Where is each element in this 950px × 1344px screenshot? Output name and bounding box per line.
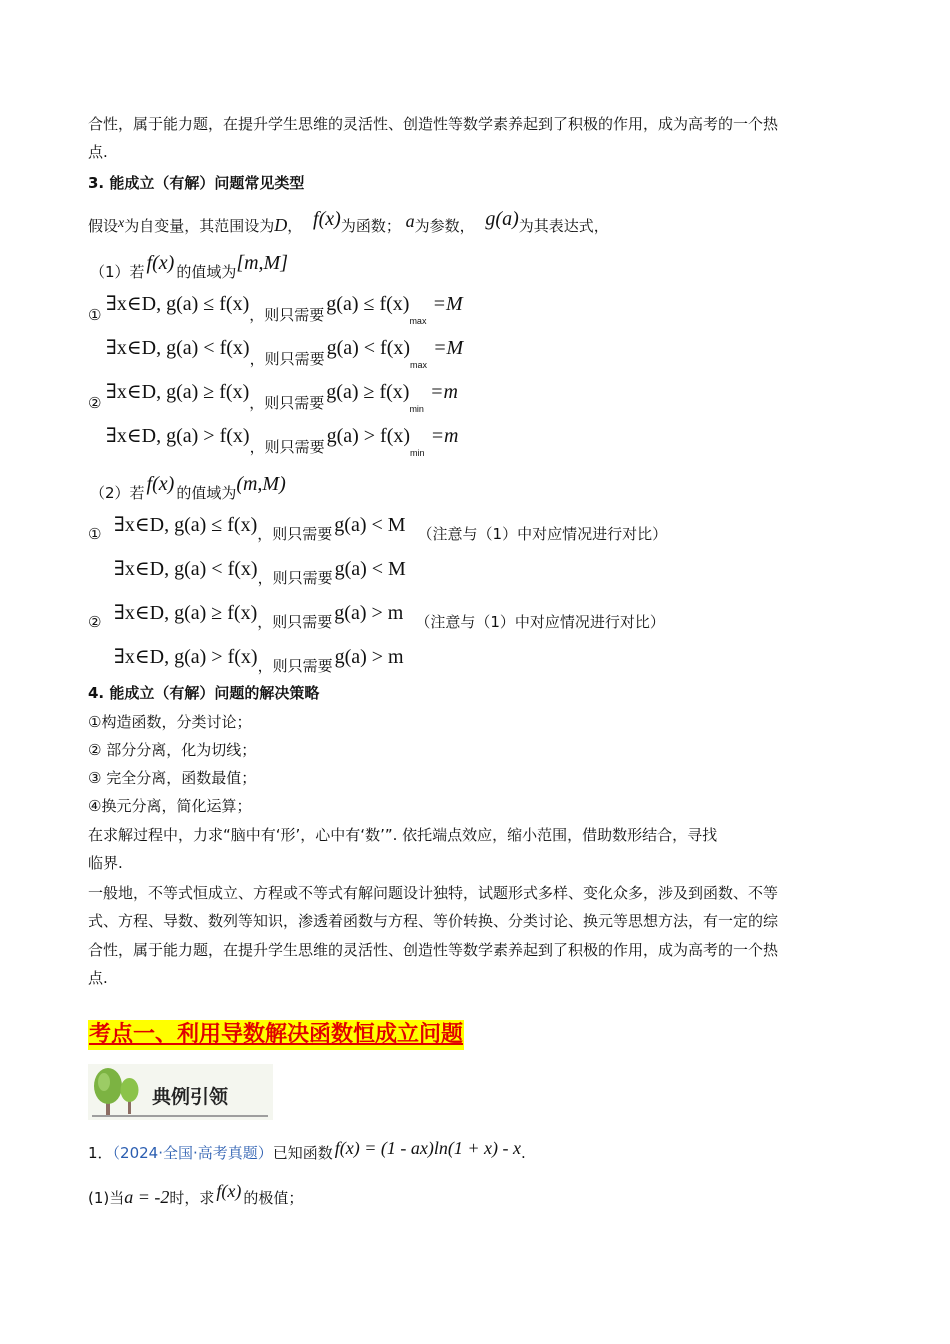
- row-condition: ∃x∈D, g(a) < f(x): [106, 337, 250, 359]
- case1-row: [88, 381, 458, 420]
- case2-line: （2）若 f(x) 的值域为(m,M): [90, 473, 286, 502]
- row-result-sub: min: [409, 404, 424, 414]
- strategy-item-3: ③ 完全分离，函数最值；: [88, 769, 257, 787]
- case2-row: [88, 602, 665, 633]
- banner-label: 典例引领: [152, 1086, 229, 1108]
- row-result-post: =m: [429, 381, 458, 403]
- row-number: ②: [88, 613, 102, 631]
- row-result: g(a) < M: [334, 514, 406, 536]
- case1-row: [88, 425, 459, 464]
- case1-line: （1）若 f(x) 的值域为[m,M]: [90, 252, 288, 281]
- row-result: g(a) > f(x): [326, 425, 411, 447]
- row-condition: ∃x∈D, g(a) < f(x): [114, 558, 258, 580]
- case1-row: [88, 337, 463, 376]
- problem-formula: f(x) = (1 - ax)ln(1 + x) - x: [334, 1138, 521, 1158]
- para1-line2: 临界.: [88, 854, 123, 872]
- row-connector: ，则只需要: [249, 306, 325, 324]
- case2-row: [88, 514, 667, 545]
- question-1: (1)当a = -2时，求 f(x) 的极值；: [88, 1181, 304, 1207]
- row-condition: ∃x∈D, g(a) ≥ f(x): [106, 381, 250, 403]
- row-result: g(a) > m: [334, 602, 404, 624]
- para-top-line1: 合性，属于能力题，在提升学生思维的灵活性、创造性等数学素养起到了积极的作用，成为高考的一个热: [88, 115, 779, 133]
- section3-title: 3. 能成立（有解）问题常见类型: [88, 174, 305, 192]
- para2-line1: 一般地，不等式恒成立、方程或不等式有解问题设计独特，试题形式多样、变化众多，涉及到函数、不等: [88, 884, 779, 902]
- row-result-post: =m: [430, 425, 459, 447]
- strategy-item-1: ①构造函数，分类讨论；: [88, 713, 252, 731]
- para2-line3: 合性，属于能力题，在提升学生思维的灵活性、创造性等数学素养起到了积极的作用，成为高考的一个热: [88, 941, 779, 959]
- para-top-line2: 点.: [88, 143, 108, 161]
- row-condition: ∃x∈D, g(a) ≤ f(x): [106, 293, 250, 315]
- para2-line2: 式、方程、导数、数列等知识，渗透着函数与方程、等价转换、分类讨论、换元等思想方法，有一定的综: [88, 912, 779, 930]
- row-connector: ，则只需要: [257, 525, 333, 543]
- case2-row: [88, 646, 416, 677]
- row-result: g(a) < M: [334, 558, 406, 580]
- para2-line4: 点.: [88, 969, 108, 987]
- row-connector: ，则只需要: [249, 438, 325, 456]
- row-result-sub: min: [410, 448, 425, 458]
- row-result-sub: max: [409, 316, 427, 326]
- row-number: ②: [88, 394, 102, 412]
- row-connector: ，则只需要: [249, 350, 325, 368]
- row-note: （注意与（1）中对应情况进行对比）: [415, 613, 665, 631]
- row-result-post: =M: [433, 337, 464, 359]
- row-result-post: =M: [432, 293, 463, 315]
- row-result: g(a) ≥ f(x): [326, 381, 410, 403]
- row-condition: ∃x∈D, g(a) ≤ f(x): [114, 514, 258, 536]
- case1-row: [88, 293, 463, 332]
- row-condition: ∃x∈D, g(a) > f(x): [106, 425, 250, 447]
- row-note: （注意与（1）中对应情况进行对比）: [417, 525, 668, 543]
- section4-title: 4. 能成立（有解）问题的解决策略: [88, 684, 320, 702]
- case2-row: [88, 558, 418, 589]
- example-banner: [88, 1064, 273, 1120]
- row-condition: ∃x∈D, g(a) ≥ f(x): [114, 602, 258, 624]
- row-result: g(a) ≤ f(x): [326, 293, 410, 315]
- row-result: g(a) > m: [334, 646, 404, 668]
- row-connector: ，则只需要: [257, 657, 333, 675]
- row-result-sub: max: [410, 360, 428, 370]
- row-condition: ∃x∈D, g(a) > f(x): [114, 646, 258, 668]
- row-number: ①: [88, 306, 102, 324]
- row-result: g(a) < f(x): [326, 337, 411, 359]
- row-number: ①: [88, 525, 102, 543]
- section3-intro: 假设x为自变量，其范围设为D， f(x)为函数； a为参数， g(a)为其表达式，: [88, 208, 609, 235]
- strategy-item-2: ② 部分分离，化为切线；: [88, 741, 257, 759]
- row-connector: ，则只需要: [249, 394, 325, 412]
- row-connector: ，则只需要: [257, 613, 333, 631]
- para1-line1: 在求解过程中，力求“脑中有‘形’，心中有‘数’”. 依托端点效应，缩小范围，借助数形结合，寻找: [88, 826, 718, 844]
- problem-1: 1．（2024·全国·高考真题）已知函数 f(x) = (1 - ax)ln(1 + x) - x.: [88, 1138, 526, 1162]
- topic-heading: 考点一、利用导数解决函数恒成立问题: [88, 1020, 464, 1050]
- strategy-item-4: ④换元分离，简化运算；: [88, 797, 252, 815]
- problem-source: （2024·全国·高考真题）: [112, 1144, 273, 1162]
- row-connector: ，则只需要: [257, 569, 333, 587]
